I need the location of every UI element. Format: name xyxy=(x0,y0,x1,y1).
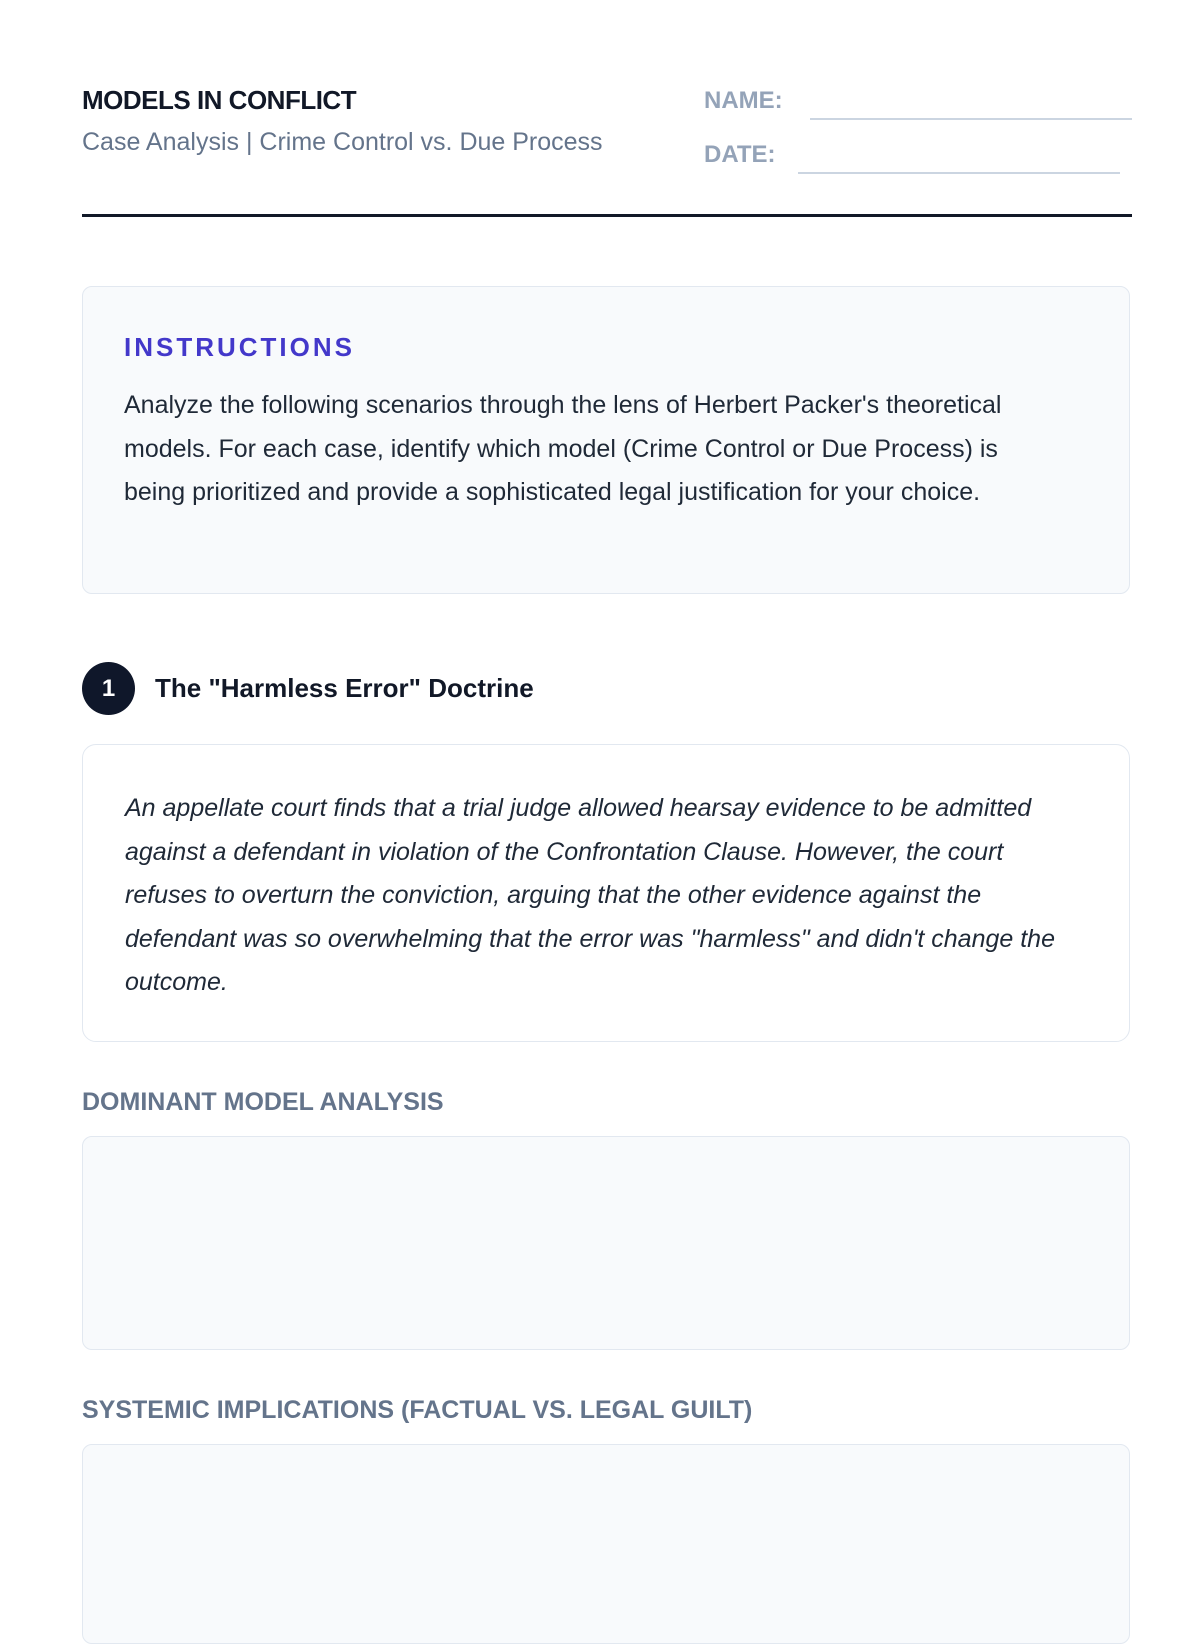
header-divider xyxy=(82,214,1132,217)
name-label: NAME: xyxy=(704,87,783,114)
instructions-panel xyxy=(82,286,1130,594)
name-line[interactable] xyxy=(810,118,1132,120)
worksheet-subtitle: Case Analysis | Crime Control vs. Due Process xyxy=(82,128,603,156)
dominant-model-label: DOMINANT MODEL ANALYSIS xyxy=(82,1088,444,1116)
scenario-card xyxy=(82,744,1130,1042)
date-line[interactable] xyxy=(798,172,1120,174)
worksheet-header xyxy=(82,84,1132,216)
systemic-implications-answer-box[interactable] xyxy=(82,1444,1130,1644)
date-field[interactable] xyxy=(704,138,1120,174)
case-number-badge: 1 xyxy=(82,662,135,715)
scenario-text: An appellate court finds that a trial judge allowed hearsay evidence to be admitted against a defendant in violation of the Confrontation Clause. However, the court refuses to overturn the conviction, arguing that the other evidence against the defendant was so overwhelming that the error was "harmless" and didn't change the outcome. xyxy=(125,794,1055,996)
date-label: DATE: xyxy=(704,141,776,168)
case-title: The "Harmless Error" Doctrine xyxy=(155,673,534,703)
worksheet-page xyxy=(82,0,1132,1600)
worksheet-title: MODELS IN CONFLICT xyxy=(82,85,357,115)
name-field[interactable] xyxy=(704,84,1132,120)
instructions-heading: INSTRUCTIONS xyxy=(124,332,355,362)
instructions-body: Analyze the following scenarios through the lens of Herbert Packer's theoretical models. For each case, identify which model (Crime Control or Due Process) is being prioritized and provide a sophisticated legal justification for your choice. xyxy=(124,391,1002,506)
dominant-model-answer-box[interactable] xyxy=(82,1136,1130,1350)
systemic-implications-label: SYSTEMIC IMPLICATIONS (FACTUAL VS. LEGAL GUILT) xyxy=(82,1396,753,1424)
